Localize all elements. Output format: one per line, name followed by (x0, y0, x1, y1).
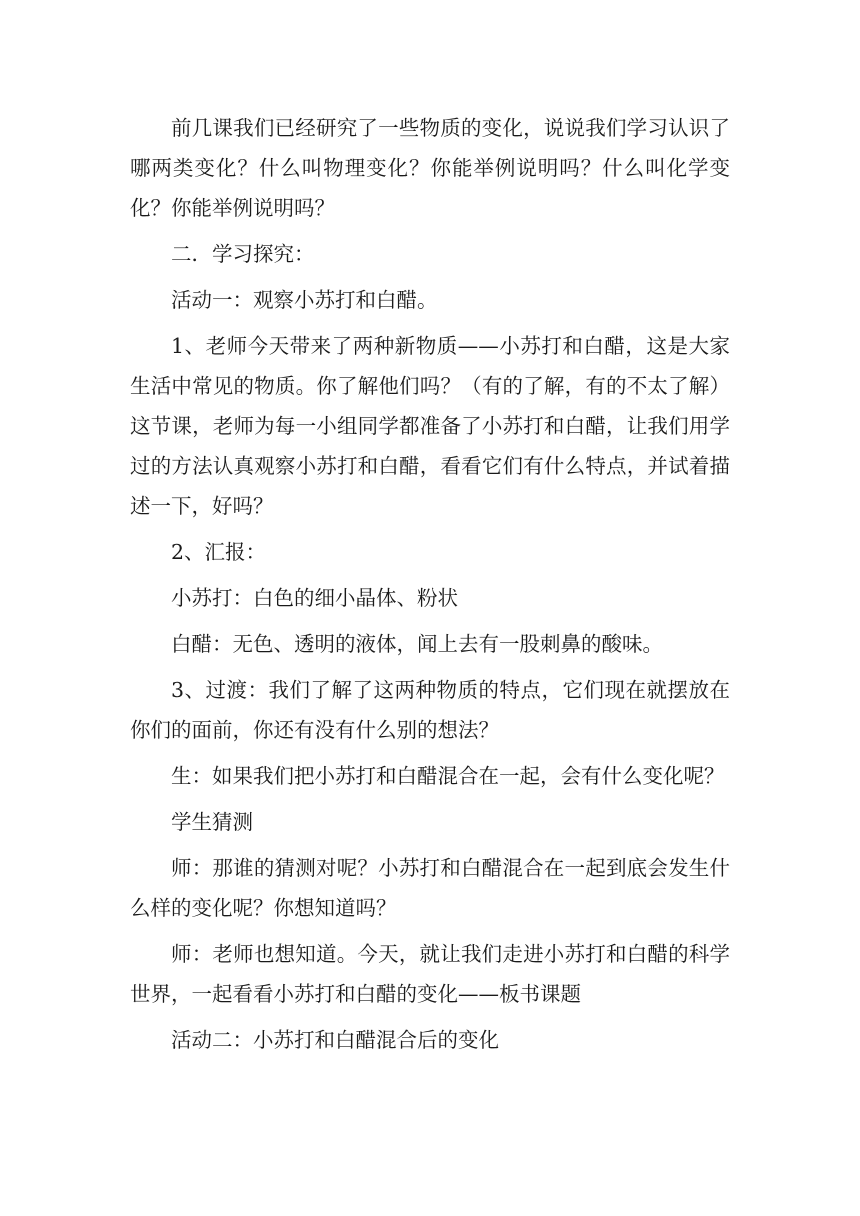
paragraph-intro: 前几课我们已经研究了一些物质的变化，说说我们学习认识了哪两类变化？什么叫物理变化？你能举例说明吗？什么叫化学变化？你能举例说明吗？ (130, 116, 730, 220)
paragraph-teacher-intro: 师：老师也想知道。今天，就让我们走进小苏打和白醋的科学世界，一起看看小苏打和白醋的变化——板书课题 (130, 942, 730, 1006)
section-heading-learning-inquiry: 二．学习探究： (171, 242, 315, 266)
paragraph-step-2: 2、汇报： (171, 540, 267, 564)
activity-two-heading: 活动二：小苏打和白醋混合后的变化 (171, 1028, 499, 1052)
activity-one-heading: 活动一：观察小苏打和白醋。 (171, 288, 438, 312)
paragraph-step-1: 1、老师今天带来了两种新物质——小苏打和白醋，这是大家生活中常见的物质。你了解他们吗？（有的了解，有的不太了解）这节课，老师为每一小组同学都准备了小苏打和白醋，让我们用学过的方法认真观察小苏打和白醋，看看它们有什么特点，并试着描述一下，好吗？ (130, 334, 730, 518)
document-body (130, 108, 730, 1066)
paragraph-white-vinegar: 白醋：无色、透明的液体，闻上去有一股刺鼻的酸味。 (171, 632, 663, 656)
paragraph-student-question: 生：如果我们把小苏打和白醋混合在一起，会有什么变化呢？ (171, 764, 725, 788)
paragraph-teacher-question: 师：那谁的猜测对呢？小苏打和白醋混合在一起到底会发生什么样的变化呢？你想知道吗？ (130, 856, 730, 920)
paragraph-step-3: 3、过渡：我们了解了这两种物质的特点，它们现在就摆放在你们的面前，你还有没有什么别的想法？ (130, 678, 730, 742)
paragraph-student-guess: 学生猜测 (171, 810, 253, 834)
paragraph-baking-soda: 小苏打：白色的细小晶体、粉状 (171, 586, 458, 610)
